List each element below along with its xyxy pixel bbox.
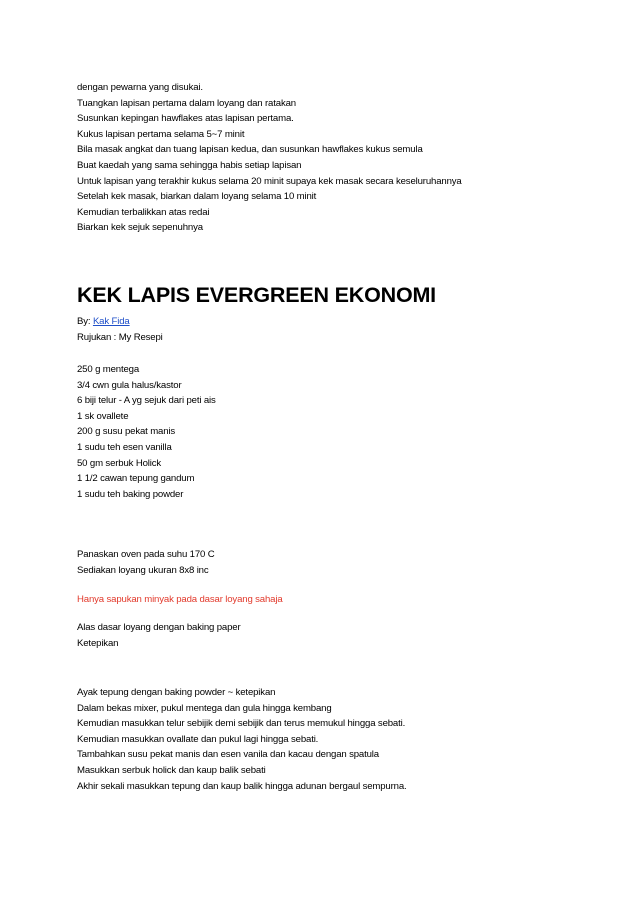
list-item: dengan pewarna yang disukai.	[77, 82, 203, 93]
list-item: Ayak tepung dengan baking powder ~ ketepikan	[77, 687, 276, 698]
list-item: 1 sk ovallete	[77, 410, 129, 422]
author-link[interactable]: Kak Fida	[92, 316, 130, 327]
list-item: Dalam bekas mixer, pukul mentega dan gula hingga kembang	[77, 702, 332, 714]
list-item: 3/4 cwn gula halus/kastor	[77, 379, 182, 391]
red-note: Hanya sapukan minyak pada dasar loyang sahaja	[77, 594, 283, 605]
list-item: Kemudian masukkan telur sebijik demi sebijik dan terus memukul hingga sebati.	[77, 718, 406, 730]
list-item: Ketepikan	[77, 637, 119, 649]
list-item: Sediakan loyang ukuran 8x8 inc	[77, 564, 209, 576]
list-item: 1 sudu teh esen vanilla	[77, 441, 172, 453]
prep-list	[77, 547, 597, 578]
list-item: Susunkan kepingan hawflakes atas lapisan pertama.	[77, 113, 294, 125]
list-item: Untuk lapisan yang terakhir kukus selama 20 minit supaya kek masak secara keseluruhannya	[77, 175, 462, 187]
list-item: Kemudian terbalikkan atas redai	[77, 206, 210, 218]
method-steps	[77, 685, 597, 794]
list-item: Kukus lapisan pertama selama 5~7 minit	[77, 128, 245, 140]
list-item: Buat kaedah yang sama sehingga habis setiap lapisan	[77, 159, 302, 171]
recipe-title: KEK LAPIS EVERGREEN EKONOMI	[77, 283, 436, 307]
list-item: 6 biji telur - A yg sejuk dari peti ais	[77, 395, 216, 407]
list-item: 1 1/2 cawan tepung gandum	[77, 473, 195, 485]
list-item: Akhir sekali masukkan tepung dan kaup balik hingga adunan bergaul sempurna.	[77, 780, 407, 792]
list-item: Tuangkan lapisan pertama dalam loyang dan ratakan	[77, 97, 296, 109]
list-item: 250 g mentega	[77, 364, 140, 375]
list-item: 50 gm serbuk Holick	[77, 457, 162, 469]
list-item: Biarkan kek sejuk sepenuhnya	[77, 222, 203, 234]
list-item: Panaskan oven pada suhu 170 C	[77, 549, 215, 560]
ingredients-list	[77, 362, 597, 502]
list-item: 200 g susu pekat manis	[77, 426, 176, 438]
source-reference: Rujukan : My Resepi	[77, 331, 163, 343]
list-item: 1 sudu teh baking powder	[77, 488, 184, 500]
list-item: Kemudian masukkan ovallate dan pukul lagi hingga sebati.	[77, 733, 319, 745]
list-item: Masukkan serbuk holick dan kaup balik sebati	[77, 764, 266, 776]
list-item: Bila masak angkat dan tuang lapisan kedua, dan susunkan hawflakes kukus semula	[77, 144, 423, 156]
list-item: Setelah kek masak, biarkan dalam loyang selama 10 minit	[77, 191, 317, 203]
by-label: By:	[77, 316, 93, 327]
intro-steps	[77, 80, 597, 236]
byline	[77, 314, 597, 330]
list-item: Alas dasar loyang dengan baking paper	[77, 622, 241, 633]
list-item: Tambahkan susu pekat manis dan esen vanila dan kacau dengan spatula	[77, 749, 379, 761]
prep-list-2	[77, 620, 597, 651]
note-block	[77, 592, 597, 608]
recipe-meta	[77, 314, 597, 345]
